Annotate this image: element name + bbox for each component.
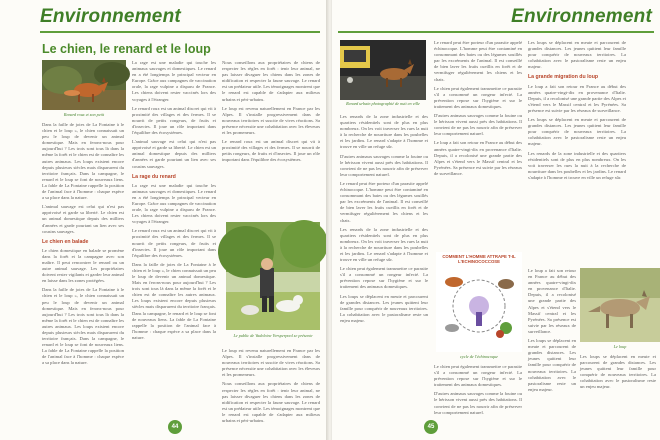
wolf-image xyxy=(580,268,660,342)
paragraph: Le chien peut également transmettre ce parasite s'il a consommé un rongeur infecté. La prévention repose sur l'hygiène et sur le traitement des animaux domestiques. xyxy=(434,364,522,388)
fox-photo-caption: Renard roux et son petit xyxy=(63,112,105,117)
subheading-rage: La rage du renard xyxy=(132,173,176,180)
paragraph: Le loup a fait son retour en France au début des années quatre-vingt-dix en provenance d'Italie. Depuis, il a recolonisé une grande partie des Alpes et s'étend vers le Massif central et les Pyrénées. Sa présence est suivie par les réseaux de surveillance. xyxy=(528,83,626,113)
paragraph: Nous conseillons aux propriétaires de chiens de respecter les règles en forêt : tenir leur animal, ne pas laisser divaguer les chiens dans les zones de nidification et respecter la faune sauvage. Le renard est un prédateur utile. Les témoignages montrent que le renard est capable de s'adapter aux milieux urbains et péri-urbains. xyxy=(222,60,320,102)
paragraph: Le renard peut être porteur d'un parasite appelé échinocoque. L'homme peut être contaminé en consommant des baies ou des légumes souillés par les excréments de l'animal. Il est conseillé de bien laver les fruits cueillis en forêt et de vermifuger régulièrement les chiens et les chats. xyxy=(434,40,522,82)
paragraph: Le loup est revenu naturellement en France par les Alpes. Il s'installe progressivement dans de nouveaux territoires et suscite de vives réactions. Sa présence nécessite une cohabitation avec les éleveurs et les promeneurs. xyxy=(222,348,320,378)
left-page xyxy=(0,0,328,440)
section-title: Environnement xyxy=(40,6,181,27)
page-number: 45 xyxy=(424,420,438,434)
paragraph: La rage est une maladie qui touche les animaux sauvages et domestiques. Le renard en a été longtemps le principal vecteur en Europe. Grâce aux campagnes de vaccination orale, la rage vulpine a disparu de France. Les chiens doivent rester vaccinés lors des voyages à l'étranger. xyxy=(132,182,216,225)
diagram-caption: cycle de l'échinocoque xyxy=(460,354,498,359)
left-column-1 xyxy=(42,122,124,422)
paragraph: Les loups se déplacent en meute et parcourent de grandes distances. Les jeunes quittent leur famille pour conquérir de nouveaux territoires. La cohabitation avec le pastoralisme reste un enjeu majeur. xyxy=(528,117,626,147)
echinococcosis-diagram xyxy=(436,252,522,352)
header-rule xyxy=(338,31,654,33)
paragraph: D'autres animaux sauvages comme la fouine ou le hérisson vivent aussi près des habitations. Il convient de ne pas les nourrir afin de préserver leur comportement naturel. xyxy=(434,391,522,415)
paragraph: D'autres animaux sauvages comme la fouine ou le hérisson vivent aussi près des habitations. Il convient de ne pas les nourrir afin de préserver leur comportement naturel. xyxy=(340,153,428,177)
article-title: Le chien, le renard et le loup xyxy=(42,42,211,56)
right-column-3 xyxy=(528,40,626,264)
city-fox-caption: Renard urbain photographié de nuit en ville xyxy=(346,101,420,106)
left-column-3-bottom xyxy=(222,348,320,424)
paragraph: Le chien peut également transmettre ce parasite s'il a consommé un rongeur infecté. La prévention repose sur l'hygiène et sur le traitement des animaux domestiques. xyxy=(340,266,428,290)
paragraph: La rage est une maladie qui touche les animaux sauvages et domestiques. Le renard en a été longtemps le principal vecteur en Europe. Grâce aux campagnes de vaccination orale, la rage vulpine a disparu de France. Les chiens doivent rester vaccinés lors des voyages à l'étranger. xyxy=(132,60,216,102)
paragraph: Le chien domestique en balade se promène dans la forêt et la campagne avec son maître. Il peut rencontrer le renard ou un autre animal sauvage. Les propriétaires doivent rester vigilants et garder leur animal en laisse dans les zones protégées. xyxy=(42,247,124,284)
wolf-photo-caption: Le loup xyxy=(613,344,627,349)
paragraph: Les loups se déplacent en meute et parcourent de grandes distances. Les jeunes quittent leur famille pour conquérir de nouveaux territoires. La cohabitation avec le pastoralisme reste un enjeu majeur. xyxy=(580,354,656,390)
paragraph: Le renard roux est un animal discret qui vit à proximité des villages et des fermes. Il se nourrit de petits rongeurs, de fruits et d'insectes. Il joue un rôle important dans l'équilibre des écosystèmes. xyxy=(132,105,216,136)
fox-image xyxy=(42,60,126,110)
right-column-2-bottom xyxy=(434,364,522,420)
diagram-title: COMMENT L'HOMME ATTRAPE T-IL L'ECHINOCOCCOSE xyxy=(442,254,516,264)
paragraph: Dans la faille de joies de La Fontaine à le chien et le loup », le chien connaissait un peu le loup de devenir un animal domestique. Mais en ferons-nous pour aujourd'hui ? Les trois sont tous là dans la même la forêt et le chien est de connaître les autres animaux. Les loups existent encore depuis plusieurs siècles mais disparurent du territoire français. Dans la campagne, le renard et le loup se font de nouveaux liens. La fable de La Fontaine rappelle la position de l'animal face à l'homme : chaque espèce a sa place dans la nature. xyxy=(42,122,124,201)
paragraph: Les loups se déplacent en meute et parcourent de grandes distances. Les jeunes quittent leur famille pour conquérir de nouveaux territoires. La cohabitation avec le pastoralisme reste un enjeu majeur. xyxy=(528,40,626,70)
paragraph: Les renards de la zone industrielle et des quartiers résidentiels sont de plus en plus nombreux. On les voit traverser les rues la nuit à la recherche de nourriture dans les poubelles et les jardins. Le renard s'adapte à l'homme et trouve en ville un refuge sûr. xyxy=(528,150,626,180)
paragraph: Dans la faille de joies de La Fontaine à le chien et le loup », le chien connaissait un peu le loup de devenir un animal domestique. Mais en ferons-nous pour aujourd'hui ? Les trois sont tous là dans la même la forêt et le chien est de connaître les autres animaux. Les loups existent encore depuis plusieurs siècles mais disparurent du territoire français. Dans la campagne, le renard et le loup se font de nouveaux liens. La fable de La Fontaine rappelle la position de l'animal face à l'homme : chaque espèce a sa place dans la nature. xyxy=(132,261,216,340)
paragraph: L'animal sauvage est celui qui n'est pas apprivoisé et garde sa liberté. Le chien est un animal domestique depuis des milliers d'années et garde pourtant un lien avec ses cousins sauvages. xyxy=(132,139,216,169)
fox-photo xyxy=(42,60,126,110)
section-title: Environnement xyxy=(511,6,652,27)
left-column-3 xyxy=(222,60,320,218)
subheading-balade: Le chien en balade xyxy=(42,238,89,245)
paragraph: Le loup a fait son retour en France au début des années quatre-vingt-dix en provenance d'Italie. Depuis, il a recolonisé une grande partie des Alpes et s'étend vers le Massif central et les Pyrénées. Sa présence est suivie par les réseaux de surveillance. xyxy=(528,268,576,334)
paragraph: Le loup est revenu naturellement en France par les Alpes. Il s'installe progressivement dans de nouveaux territoires et suscite de vives réactions. Sa présence nécessite une cohabitation avec les éleveurs et les promeneurs. xyxy=(222,105,320,136)
right-column-4-bottom xyxy=(580,354,656,416)
berry-icon xyxy=(496,330,504,338)
vet-photo xyxy=(226,222,320,330)
paragraph: Le renard peut être porteur d'un parasite appelé échinocoque. L'homme peut être contaminé en consommant des baies ou des légumes souillés par les excréments de l'animal. Il est conseillé de bien laver les fruits cueillis en forêt et de vermifuger régulièrement les chiens et les chats. xyxy=(340,180,428,223)
paragraph: D'autres animaux sauvages comme la fouine ou le hérisson vivent aussi près des habitations. Il convient de ne pas les nourrir afin de préserver leur comportement naturel. xyxy=(434,113,522,137)
paragraph: Les loups se déplacent en meute et parcourent de grandes distances. Les jeunes quittent leur famille pour conquérir de nouveaux territoires. La cohabitation avec le pastoralisme reste un enjeu majeur. xyxy=(340,293,428,323)
paragraph: Le renard roux est un animal discret qui vit à proximité des villages et des fermes. Il se nourrit de petits rongeurs, de fruits et d'insectes. Il joue un rôle important dans l'équilibre des écosystèmes. xyxy=(222,139,320,163)
header-rule xyxy=(40,31,320,33)
right-column-3-bottom xyxy=(528,268,576,418)
paragraph: Les loups se déplacent en meute et parcourent de grandes distances. Les jeunes quittent leur famille pour conquérir de nouveaux territoires. La cohabitation avec le pastoralisme reste un enjeu majeur. xyxy=(528,338,576,392)
paragraph: Le loup a fait son retour en France au début des années quatre-vingt-dix en provenance d'Italie. Depuis, il a recolonisé une grande partie des Alpes et s'étend vers le Massif central et les Pyrénées. Sa présence est suivie par les réseaux de surveillance. xyxy=(434,140,522,176)
vet-photo-caption: Le public de Vadeleine Versperpool se présente xyxy=(233,333,313,338)
right-page xyxy=(332,0,660,440)
fox-icon xyxy=(445,277,463,287)
paragraph: L'animal sauvage est celui qui n'est pas apprivoisé et garde sa liberté. Le chien est un animal domestique depuis des milliers d'années et garde pourtant un lien avec ses cousins sauvages. xyxy=(42,204,124,234)
city-fox-image xyxy=(340,40,426,100)
left-column-2 xyxy=(132,60,216,420)
subheading-wolf-migration: La grande migration du loup xyxy=(528,74,599,81)
vet-image xyxy=(226,222,320,330)
right-column-1 xyxy=(340,114,428,420)
rodent-icon xyxy=(445,324,459,332)
paragraph: Les renards de la zone industrielle et des quartiers résidentiels sont de plus en plus nombreux. On les voit traverser les rues la nuit à la recherche de nourriture dans les poubelles et les jardins. Le renard s'adapte à l'homme et trouve en ville un refuge sûr. xyxy=(340,226,428,263)
paragraph: Le renard roux est un animal discret qui vit à proximité des villages et des fermes. Il se nourrit de petits rongeurs, de fruits et d'insectes. Il joue un rôle important dans l'équilibre des écosystèmes. xyxy=(132,228,216,258)
paragraph: Le chien peut également transmettre ce parasite s'il a consommé un rongeur infecté. La prévention repose sur l'hygiène et sur le traitement des animaux domestiques. xyxy=(434,85,522,109)
diagram-cycle xyxy=(436,266,522,352)
paragraph: Dans la faille de joies de La Fontaine à le chien et le loup », le chien connaissait un peu le loup de devenir un animal domestique. Mais en ferons-nous pour aujourd'hui ? Les trois sont tous là dans la même la forêt et le chien est de connaître les autres animaux. Les loups existent encore depuis plusieurs siècles mais disparurent du territoire français. Dans la campagne, le renard et le loup se font de nouveaux liens. La fable de La Fontaine rappelle la position de l'animal face à l'homme : chaque espèce a sa place dans la nature. xyxy=(42,287,124,366)
wolf-photo xyxy=(580,268,660,342)
page-number: 44 xyxy=(168,420,182,434)
city-fox-photo xyxy=(340,40,426,100)
right-column-2 xyxy=(434,40,522,250)
paragraph: Les renards de la zone industrielle et des quartiers résidentiels sont de plus en plus nombreux. On les voit traverser les rues la nuit à la recherche de nourriture dans les poubelles et les jardins. Le renard s'adapte à l'homme et trouve en ville un refuge sûr. xyxy=(340,114,428,150)
dog-icon xyxy=(498,279,514,289)
paragraph: Nous conseillons aux propriétaires de chiens de respecter les règles en forêt : tenir leur animal, ne pas laisser divaguer les chiens dans les zones de nidification et respecter la faune sauvage. Le renard est un prédateur utile. Les témoignages montrent que le renard est capable de s'adapter aux milieux urbains et péri-urbains. xyxy=(222,381,320,424)
